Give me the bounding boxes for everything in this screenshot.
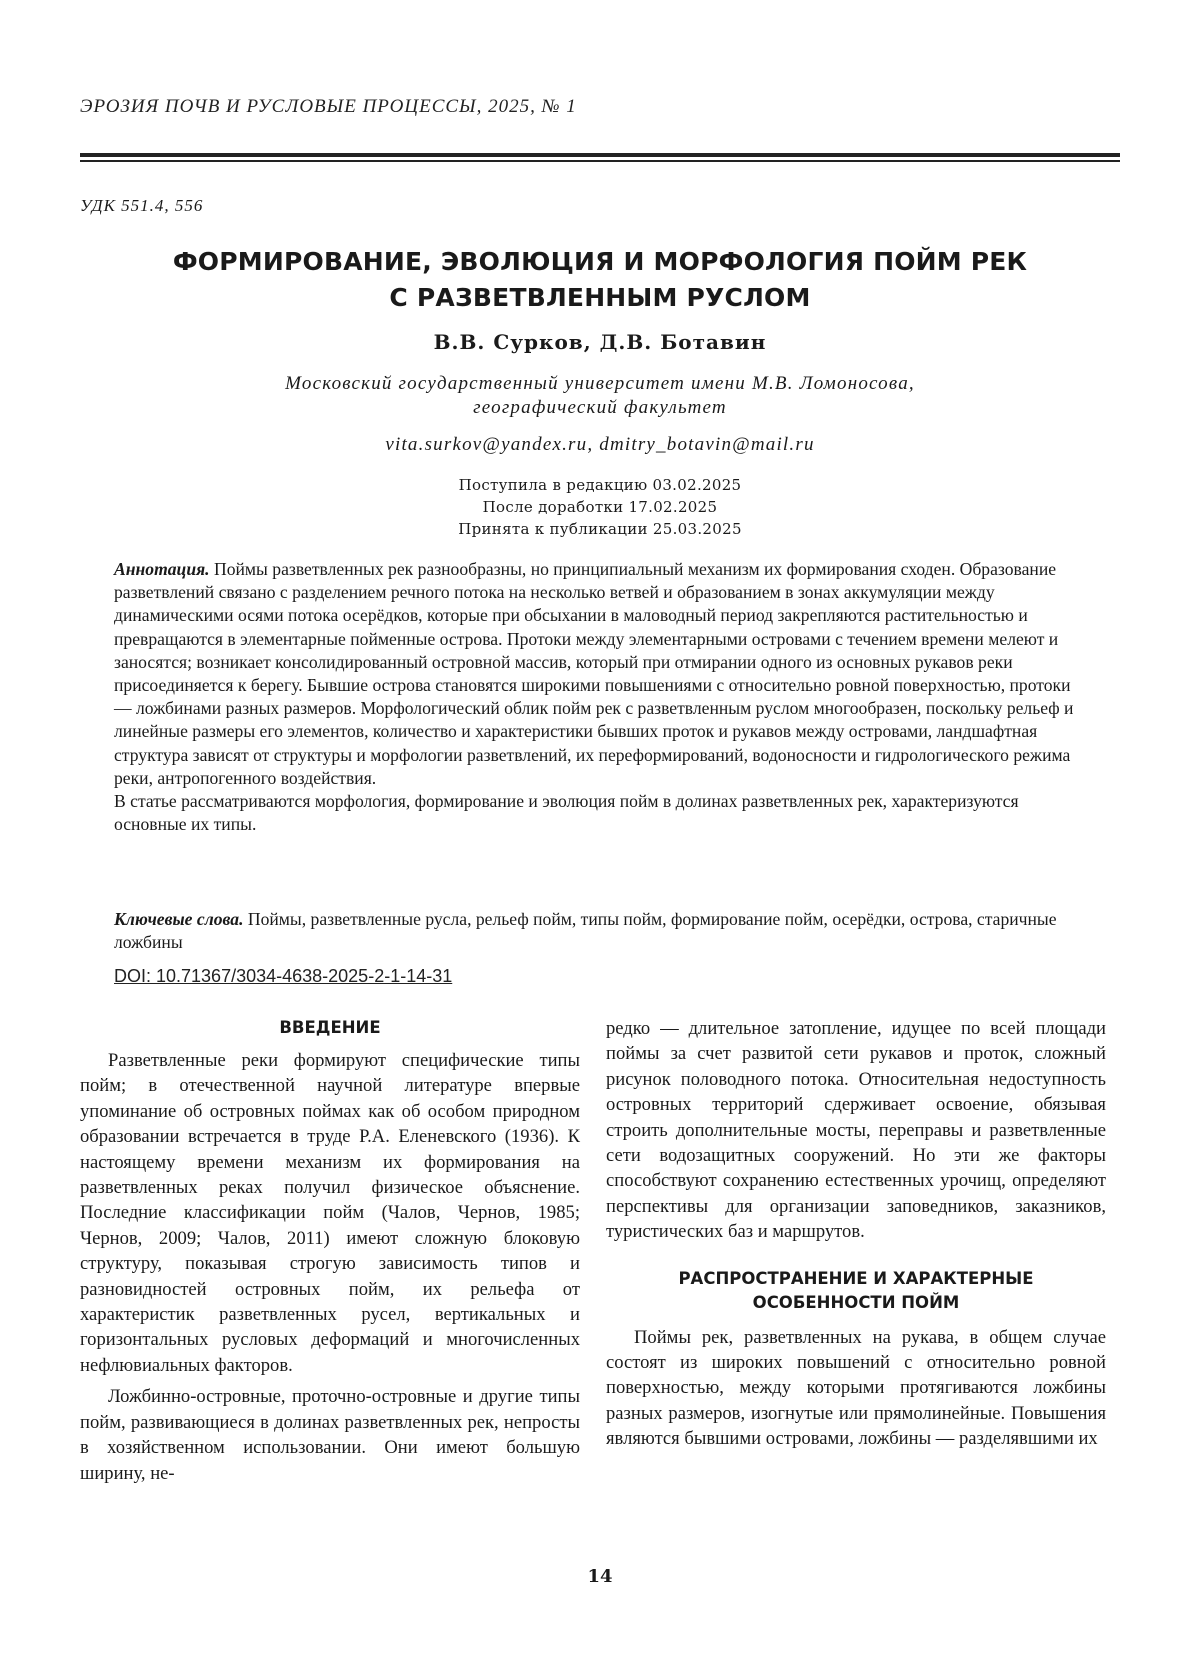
- header-rule-thin: [80, 160, 1120, 162]
- affiliation-line1: Московский государственный университет имени М.В. Ломоносова,: [80, 372, 1120, 396]
- abstract-text-2: В статье рассматриваются морфология, формирование и эволюция пойм в долинах разветвленных рек, характеризуются основные их типы.: [114, 790, 1074, 836]
- date-accepted: Принята к публикации 25.03.2025: [80, 518, 1120, 540]
- affiliation-line2: географический факультет: [80, 396, 1120, 420]
- journal-header: ЭРОЗИЯ ПОЧВ И РУСЛОВЫЕ ПРОЦЕССЫ, 2025, № 1: [80, 96, 1120, 118]
- keywords-label: Ключевые слова.: [114, 909, 243, 929]
- right-column: [606, 1016, 1106, 1452]
- keywords-text: Поймы, разветвленные русла, рельеф пойм, типы пойм, формирование пойм, осерёдки, острова, старичные ложбины: [114, 909, 1057, 952]
- udk-code: УДК 551.4, 556: [80, 196, 203, 216]
- abstract-body: [114, 558, 1074, 790]
- abstract-text: Поймы разветвленных рек разнообразны, но принципиальный механизм их формирования сходен. Образование разветвлений связано с разделением речного потока на несколько ветвей и образованием в зонах аккумуляции между динамическими осями потока осерёдков, которые при обсыхании в маловодный период закрепляются растительностью и превращаются в элементарные пойменные острова. Протоки между элементарными островами с течением времени мелеют и заносятся; возникает консолидированный островной массив, который при отмирании одного из основных рукавов реки присоединяется к берегу. Бывшие острова становятся широкими повышениями с относительно ровной поверхностью, протоки — ложбинами разных размеров. Морфологический облик пойм рек с разветвленным руслом многообразен, поскольку рельеф и линейные размеры его элементов, количество и характеристики бывших проток и рукавов между островами, ландшафтная структура зависят от структуры и морфологии разветвлений, их переформирований, водоносности и гидрологического режима реки, антропогенного воздействия.: [114, 559, 1073, 788]
- section-heading-distribution: [606, 1267, 1106, 1315]
- abstract: [114, 558, 1074, 836]
- paper-title-line1: ФОРМИРОВАНИЕ, ЭВОЛЮЦИЯ И МОРФОЛОГИЯ ПОЙМ РЕК: [80, 244, 1120, 280]
- abstract-label: Аннотация.: [114, 559, 210, 579]
- section-heading-distribution-line2: ОСОБЕННОСТИ ПОЙМ: [606, 1291, 1106, 1315]
- date-revised: После доработки 17.02.2025: [80, 496, 1120, 518]
- intro-paragraph-1: Разветвленные реки формируют специфические типы пойм; в отечественной научной литературе впервые упоминание об островных поймах как об особом природном образовании встречается в труде Р.А. Еленевского (1936). К настоящему времени механизм их формирования на разветвленных реках получил физическое объяснение. Последние классификации пойм (Чалов, Чернов, 1985; Чернов, 2009; Чалов, 2011) имеют сложную блоковую структуру, показывая строгую зависимость типов и разновидностей островных пойм, их рельефа от характеристик разветвленных русел, вертикальных и горизонтальных русловых деформаций и многочисленных нефлювиальных факторов.: [80, 1048, 580, 1378]
- distribution-paragraph-1: Поймы рек, разветвленных на рукава, в общем случае состоят из широких повышений с относительно ровной поверхностью, между которыми протягиваются ложбины разных размеров, изогнутые или прямолинейные. Повышения являются бывшими островами, ложбины — разделявшими их: [606, 1325, 1106, 1452]
- affiliation: [80, 372, 1120, 420]
- date-received: Поступила в редакцию 03.02.2025: [80, 474, 1120, 496]
- doi-link[interactable]: DOI: 10.71367/3034-4638-2025-2-1-14-31: [114, 966, 452, 987]
- authors: В.В. Сурков, Д.В. Ботавин: [80, 330, 1120, 354]
- paper-title-line2: С РАЗВЕТВЛЕННЫМ РУСЛОМ: [80, 280, 1120, 316]
- publication-dates: [80, 474, 1120, 540]
- left-column: [80, 1048, 580, 1486]
- header-rule-thick: [80, 153, 1120, 157]
- paper-title: [80, 244, 1120, 316]
- section-heading-introduction: ВВЕДЕНИЕ: [80, 1016, 580, 1040]
- page-number: 14: [0, 1566, 1200, 1587]
- author-emails: vita.surkov@yandex.ru, dmitry_botavin@mail.ru: [80, 434, 1120, 456]
- intro-paragraph-2: Ложбинно-островные, проточно-островные и другие типы пойм, развивающиеся в долинах разветвленных рек, непросты в хозяйственном использовании. Они имеют большую ширину, не-: [80, 1384, 580, 1486]
- keywords: [114, 908, 1074, 954]
- intro-paragraph-continued: редко — длительное затопление, идущее по всей площади поймы за счет развитой сети рукавов и проток, сложный рисунок половодного потока. Относительная недоступность островных территорий сдерживает освоение, обязывая строить дополнительные мосты, переправы и разветвленные сети водозащитных сооружений. Но эти же факторы способствуют сохранению естественных урочищ, определяют перспективы для организации заповедников, заказников, туристических баз и маршрутов.: [606, 1016, 1106, 1245]
- section-heading-distribution-line1: РАСПРОСТРАНЕНИЕ И ХАРАКТЕРНЫЕ: [606, 1267, 1106, 1291]
